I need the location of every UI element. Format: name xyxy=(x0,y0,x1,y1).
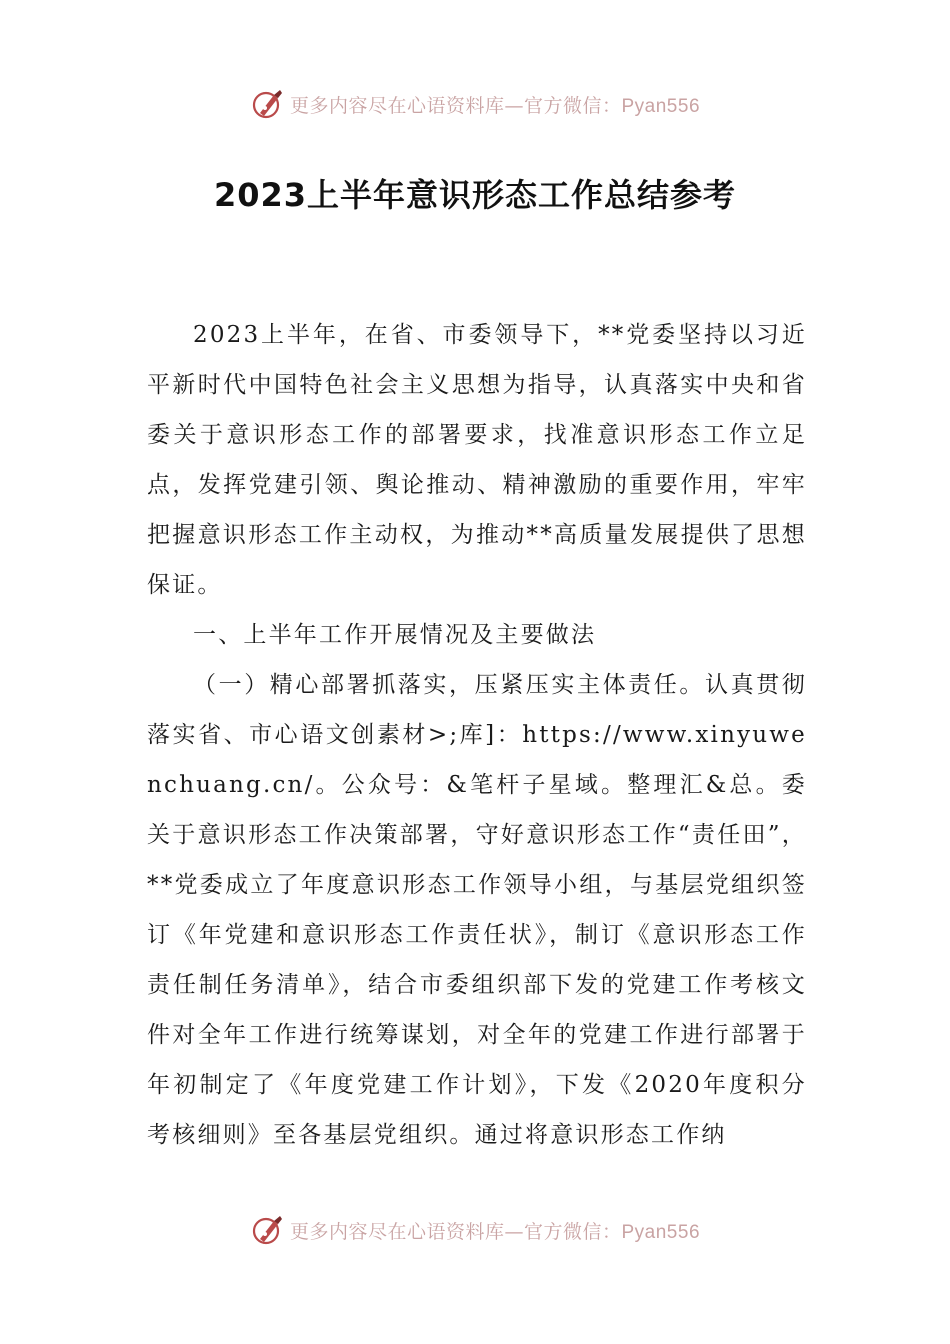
pen-nib-circle-icon xyxy=(250,86,286,122)
intro-paragraph: 2023上半年，在省、市委领导下，**党委坚持以习近平新时代中国特色社会主义思想为指导，认真落实中央和省委关于意识形态工作的部署要求，找准意识形态工作立足点，发挥党建引领、舆论推动、精神激励的重要作用，牢牢把握意识形态工作主动权，为推动**高质量发展提供了思想保证。 xyxy=(147,322,807,598)
section-heading: 一、上半年工作开展情况及主要做法 xyxy=(193,622,597,648)
pen-nib-circle-icon xyxy=(250,1212,286,1248)
body-paragraph: （一）精心部署抓落实，压紧压实主体责任。认真贯彻落实省、市心语文创素材>;库]：https://www.xinyuwenchuang.cn/。公众号：&笔杆子星域。整理汇&总。委关于意识形态工作决策部署，守好意识形态工作“责任田”，**党委成立了年度意识形态工作领导小组，与基层党组织签订《年党建和意识形态工作责任状》，制订《意识形态工作责任制任务清单》，结合市委组织部下发的党建工作考核文件对全年工作进行统筹谋划，对全年的党建工作进行部署于年初制定了《年度党建工作计划》，下发《2020年度积分考核细则》至各基层党组织。通过将意识形态工作纳 xyxy=(147,672,807,1148)
watermark-handle: Pyan556 xyxy=(621,1221,701,1243)
watermark-text: 更多内容尽在心语资料库—官方微信：Pyan556 xyxy=(289,94,701,117)
watermark-handle: Pyan556 xyxy=(621,95,701,117)
watermark-text: 更多内容尽在心语资料库—官方微信：Pyan556 xyxy=(289,1220,701,1243)
footer-watermark xyxy=(0,1210,950,1250)
document-title: 2023上半年意识形态工作总结参考 xyxy=(213,176,737,214)
document-body xyxy=(147,310,807,1160)
header-watermark xyxy=(0,84,950,124)
